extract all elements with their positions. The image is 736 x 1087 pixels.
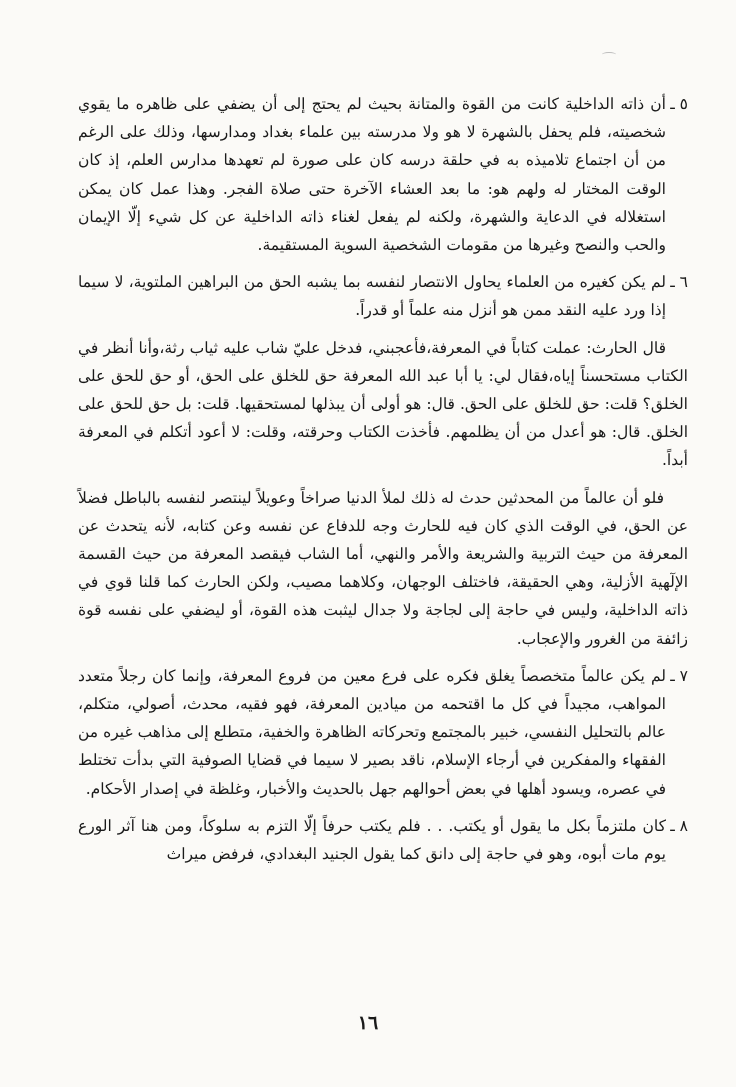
paragraph-text: قال الحارث: عملت كتاباً في المعرفة،فأعجبني، فدخل عليّ شاب عليه ثياب رثة،وأنا أنظر في الكتاب مستحسناً إياه،فقال لي: يا أبا عبد الله المعرفة حق للخلق على الحق، أو حق للحق على الخلق؟ قلت: حق للخلق على الحق. قال: هو أولى أن يبذلها لمستحقيها. قلت: بل حق للحق على الخلق. قال: هو أعدل من أن يظلمهم. فأخذت الكتاب وحرقته، وقلت: لا أعود أتكلم في المعرفة أبداً. xyxy=(78,338,688,470)
paragraph-text: كان ملتزماً بكل ما يقول أو يكتب. . . فلم يكتب حرفاً إلّا التزم به سلوكاً، ومن هنا آثر الورع يوم مات أبوه، وهو في حاجة إلى دانق كما يقول الجنيد البغدادي، فرفض ميراث xyxy=(78,816,666,864)
paragraph-7 xyxy=(78,662,688,803)
paragraph-number: ٨ ـ xyxy=(670,816,688,835)
paragraph-5 xyxy=(78,90,688,259)
paragraph-number: ٥ ـ xyxy=(670,95,688,113)
scan-mark xyxy=(602,52,616,57)
commentary-paragraph xyxy=(78,484,688,653)
paragraph-text: فلو أن عالماً من المحدثين حدث له ذلك لملأ الدنيا صراخاً وعويلاً لينتصر لنفسه بالباطل فضلاً عن الحق، في الوقت الذي كان فيه للحارث وجه للدفاع عن نفسه وعن كتابه، لأنه يتحدث عن المعرفة من حيث التربية والشريعة والأمر والنهي، أما الشاب فيقصد المعرفة من حيث القسمة الإلٓهية الأزلية، وهي الحقيقة، فاختلف الوجهان، وكلاهما مصيب، ولكن الحارث كما قلنا قوي في ذاته الداخلية، وليس في حاجة إلى لجاجة ولا جدال ليثبت هذه القوة، أو ليضفي على نفسه قوة زائفة من الغرور والإعجاب. xyxy=(78,488,688,648)
paragraph-6 xyxy=(78,268,688,324)
paragraph-number: ٦ ـ xyxy=(670,273,688,292)
quoted-anecdote xyxy=(78,334,688,475)
paragraph-8 xyxy=(78,812,688,868)
paragraph-text: لم يكن عالماً متخصصاً يغلق فكره على فرع معين من فروع المعرفة، وإنما كان رجلاً متعدد المواهب، مجيداً في كل ما اقتحمه من ميادين المعرفة، فهو فقيه، محدث، أصولي، متكلم، عالم بالتحليل النفسي، خبير بالمجتمع وتحركاته الظاهرة والخفية، متطلع إلى مذاهب غيره من الفقهاء والمفكرين في أرجاء الإسلام، ناقد بصير لا سيما في قضايا الصوفية التي بدأت تختلط في عصره، ويسود أهلها في بعض أحوالهم جهل بالحديث والأخبار، وغلظة في إصدار الأحكام. xyxy=(78,666,666,798)
paragraph-text: لم يكن كغيره من العلماء يحاول الانتصار لنفسه بما يشبه الحق من البراهين الملتوية، لا سيما إذا ورد عليه النقد ممن هو أنزل منه علماً أو قدراً. xyxy=(78,273,666,320)
paragraph-text: أن ذاته الداخلية كانت من القوة والمتانة بحيث لم يحتج إلى أن يضفي على ظاهره ما يقوي شخصيته، فلم يحفل بالشهرة لا هو ولا مدرسته بين علماء بغداد ومدارسها، وذلك على الرغم من أن اجتماع تلاميذه به في حلقة درسه كان على صورة لم تعهدها مدارس العلم، إذ كان الوقت المختار له ولهم هو: ما بعد العشاء الآخرة حتى صلاة الفجر. وهذا عمل كان يمكن استغلاله في الدعاية والشهرة، ولكنه لم يفعل لغناء ذاته الداخلية عن كل شيء إلّا الإيمان والحب والنصح وغيرها من مقومات الشخصية السوية المستقيمة. xyxy=(78,95,666,255)
paragraph-number: ٧ ـ xyxy=(670,666,688,685)
page-number: ١٦ xyxy=(357,1012,379,1034)
